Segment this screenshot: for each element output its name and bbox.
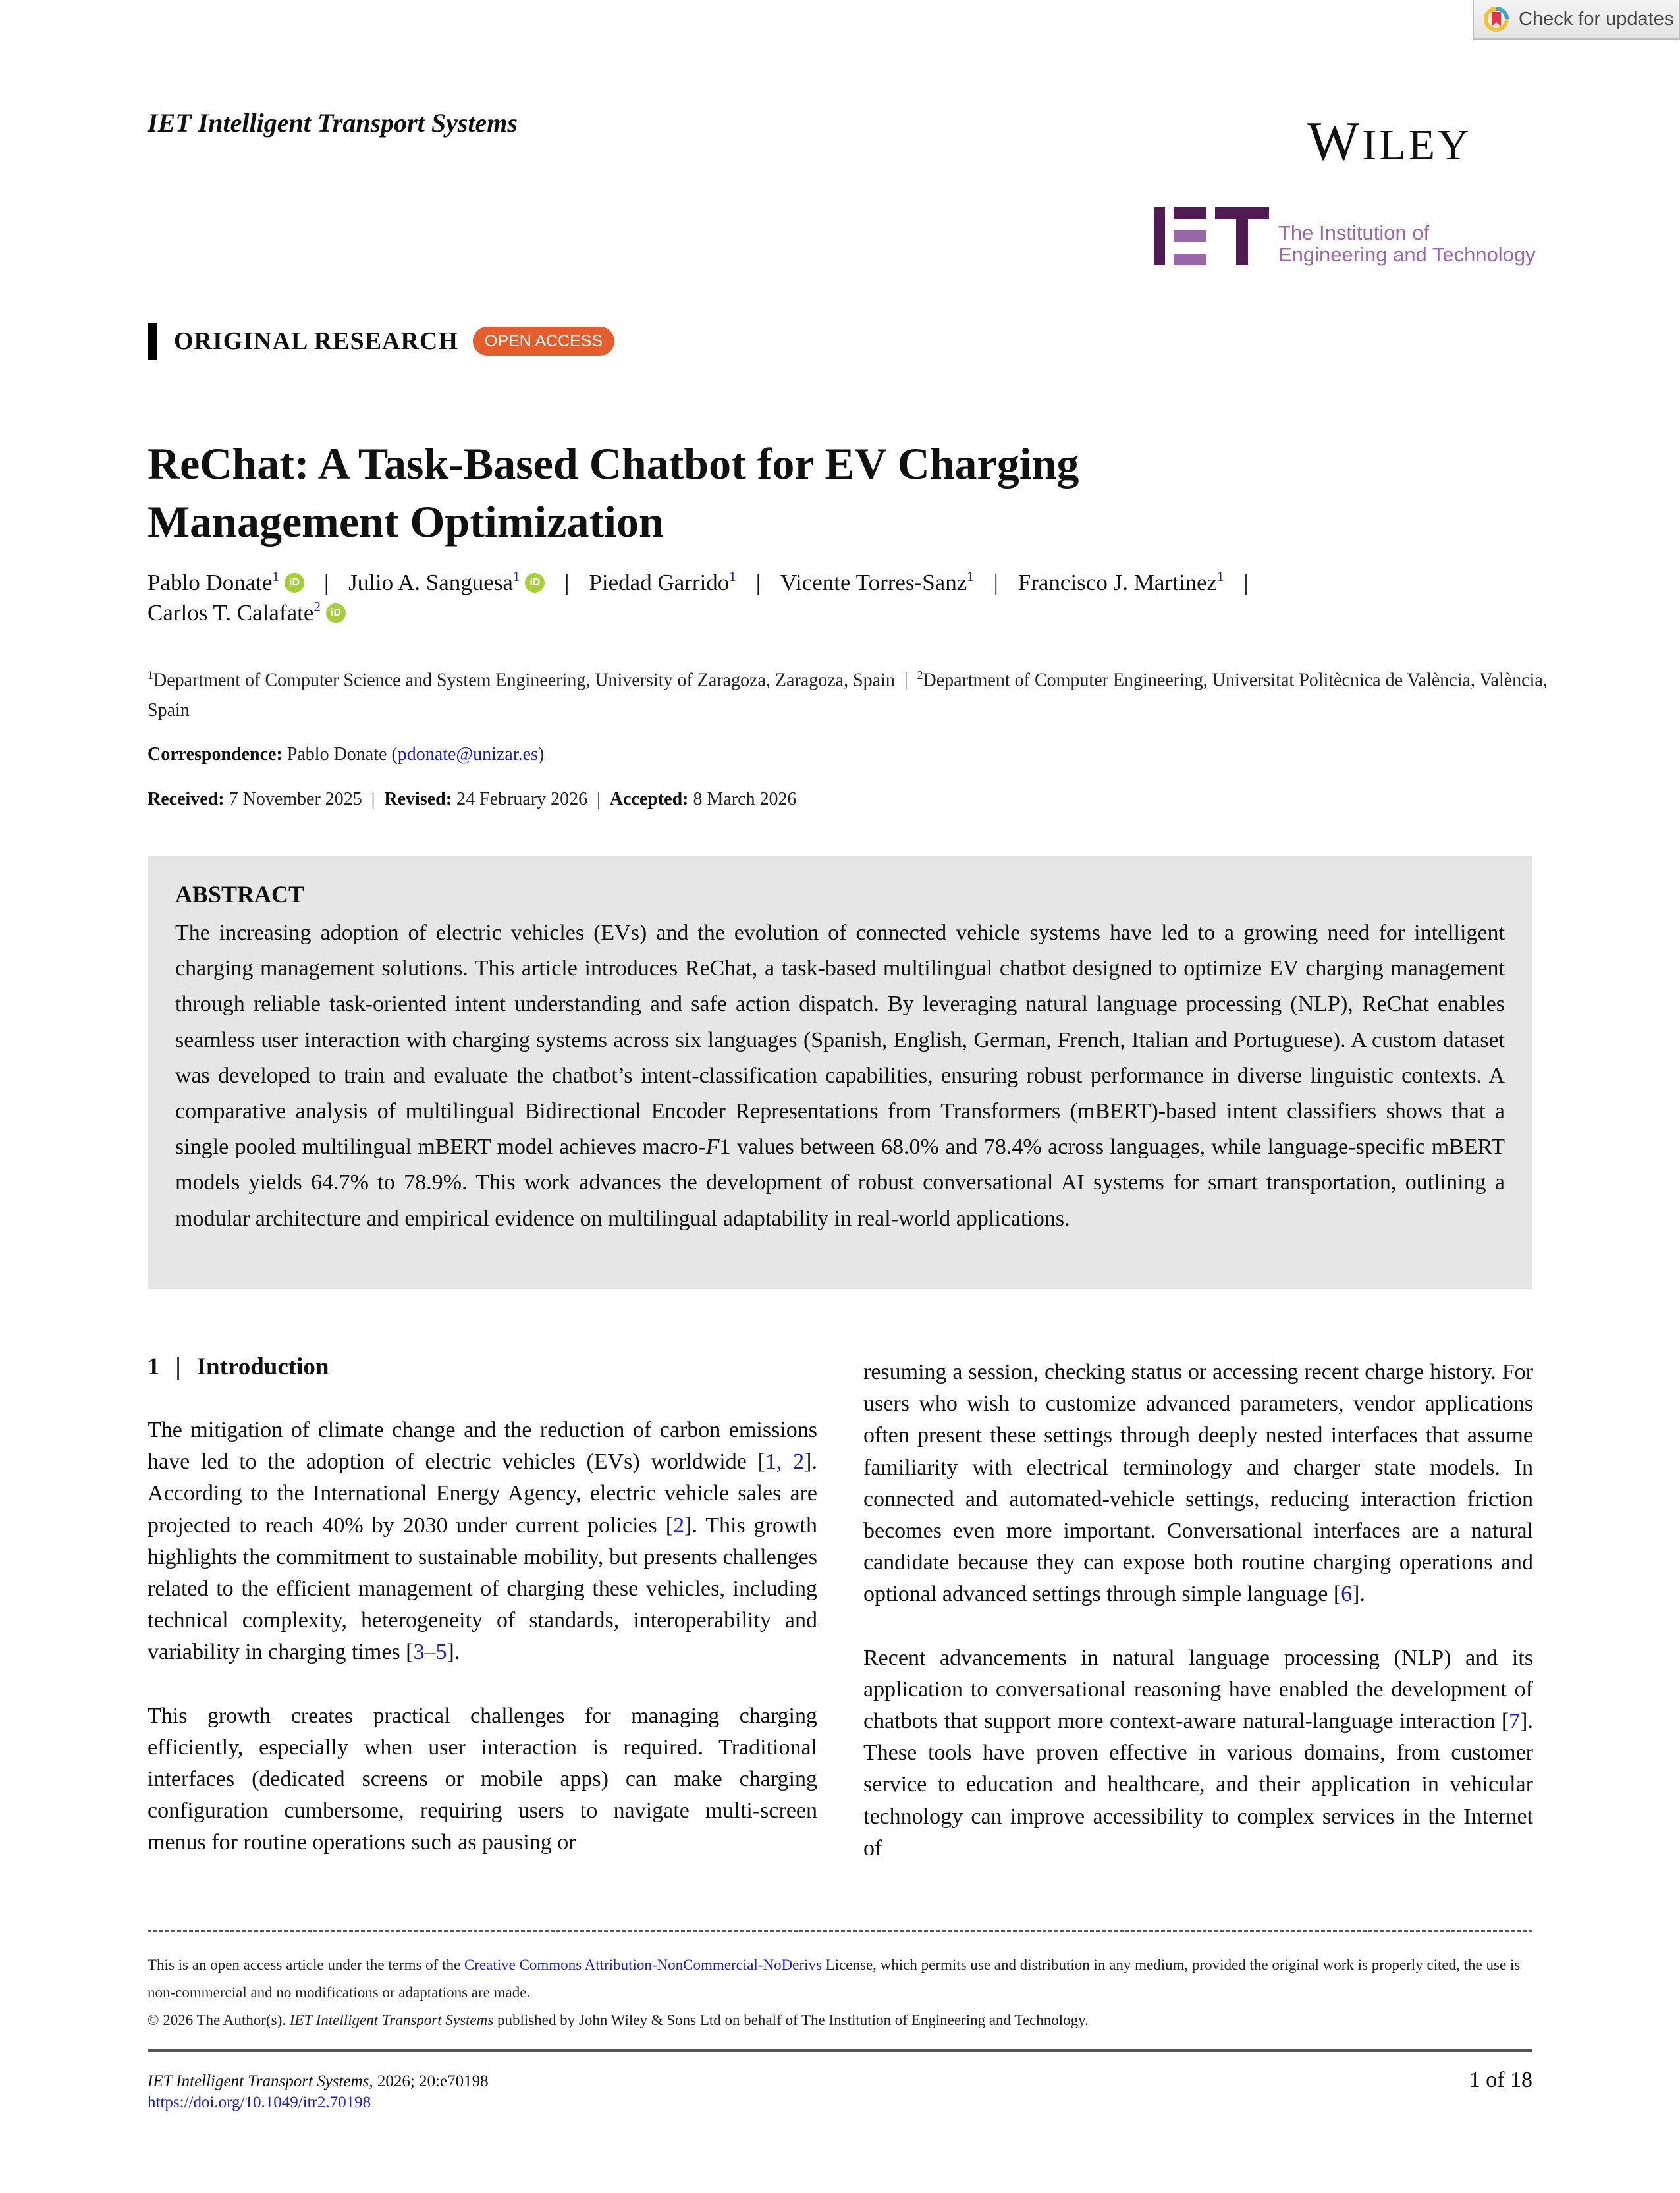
paragraph: Recent advancements in natural language processing (NLP) and its application to conversational reasoning have enabled the development of chatbots that support more context-aware natural-language interaction [7]. These tools have proven effective in various domains, from customer service to education and healthcare, and their application in vehicular technology can improve accessibility to complex services in the Internet of (863, 1645, 1533, 1860)
paragraph: resuming a session, checking status or accessing recent charge history. For users who wish to customize advanced parameters, vendor applications often present these settings through deeply nested interfaces that assume familiarity with electrical terminology and charger state models. In connected and automated-vehicle settings, reducing interaction friction becomes even more important. Conversational interfaces are a natural candidate because they can expose both routine charging operations and optional advanced settings through simple language [6]. (863, 1360, 1533, 1607)
paragraph: The mitigation of climate change and the reduction of carbon emissions have led to the adoption of electric vehicles (EVs) worldwide [1, 2]. According to the International Energy Agency, electric vehicle sales are projected to reach 40% by 2030 under current policies [2]. This growth highlights the commitment to sustainable mobility, but presents challenges related to the efficient management of charging these vehicles, including technical complexity, heterogeneity of standards, interoperability and variability in charging times [3–5]. (148, 1418, 817, 1665)
check-for-updates-button[interactable] (1473, 0, 1680, 40)
iet-logo (1154, 207, 1536, 267)
author[interactable]: Carlos T. Calafate $^2$ iD (148, 598, 346, 628)
open-access-badge: OPEN ACCESS (473, 327, 614, 356)
article-dates: Received: 7 November 2025 | Revised: 24 February 2026 | Accepted: 8 March 2026 (148, 789, 797, 809)
orcid-icon[interactable]: iD (525, 573, 545, 593)
citation-link[interactable]: 2 (673, 1513, 685, 1538)
citation-footer: IET Intelligent Transport Systems, 2026; 20:e70198 https://doi.org/10.1049/itr2.70198 (148, 2072, 489, 2111)
abstract-heading: ABSTRACT (175, 881, 305, 907)
wiley-logo: WILEY (1307, 111, 1472, 172)
citation-link[interactable]: 6 (1341, 1582, 1353, 1607)
affiliations: $^1$Department of Computer Science and System Engineering, University of Zaragoza, Zaragoza, Spain | $^2$Department of Computer Engineering, Universitat Politècnica de València, València, Spain (148, 668, 1548, 721)
iet-society-name: The Institution of Engineering and Technology (1278, 221, 1536, 266)
journal-title: IET Intelligent Transport Systems (148, 108, 518, 138)
email-link[interactable]: pdonate@unizar.es (397, 744, 538, 765)
bookmark-crossmark-icon (1483, 6, 1509, 32)
body-column-left (148, 1351, 817, 1891)
author-list: Pablo Donate $^1$ iD | Julio A. Sanguesa $^1$ iD | Piedad Garrido $^1$ | Vicente Torres-Sanz $^1$ | Francisco J. Martinez $^1$ | Carlos T. Calafate $^2$ iD (148, 568, 1563, 628)
page-number: 1 of 18 (1469, 2068, 1532, 2092)
author[interactable]: Francisco J. Martinez $^1$ (1017, 568, 1224, 595)
citation-link[interactable]: 1, 2 (765, 1449, 805, 1475)
author[interactable]: Piedad Garrido $^1$ (589, 568, 736, 595)
type-bar (148, 323, 157, 360)
orcid-icon[interactable]: iD (285, 573, 304, 593)
iet-mark-icon (1154, 207, 1269, 267)
section-heading: 1 | Introduction (148, 1353, 329, 1380)
correspondence: Correspondence: Pablo Donate (pdonate@unizar.es) (148, 744, 545, 765)
paper-title: ReChat: A Task-Based Chatbot for EV Charging Management Optimization (148, 439, 1079, 547)
paragraph: This growth creates practical challenges for managing charging efficiently, especially when user interaction is required. Traditional interfaces (dedicated screens or mobile apps) can make charging configuration cumbersome, requiring users to navigate multi-screen menus for routine operations such as pausing or (148, 1703, 817, 1855)
orcid-icon[interactable]: iD (326, 603, 346, 623)
license-text: This is an open access article under the terms of the Creative Commons Attribution-NonCommercial-NoDerivs License, which permits use and distribution in any medium, provided the original work is properly cited, the use is non-commercial and no modifications or adaptations are made. © 2026 The Author(s). IET Intelligent Transport Systems published by John Wiley & Sons Ltd on behalf of The Institution of Engineering and Technology. (148, 1957, 1521, 2028)
citation-link[interactable]: 3–5 (413, 1640, 447, 1665)
doi-link[interactable]: https://doi.org/10.1049/itr2.70198 (148, 2094, 371, 2111)
abstract-text: The increasing adoption of electric vehicles (EVs) and the evolution of connected vehicle systems have led to a growing need for intelligent charging management solutions. This article introduces ReChat, a task-based multilingual chatbot designed to optimize EV charging management through reliable task-oriented intent understanding and safe action dispatch. By leveraging natural language processing (NLP), ReChat enables seamless user interaction with charging systems across six languages (Spanish, English, German, French, Italian and Portuguese). A custom dataset was developed to train and evaluate the chatbot’s intent-classification capabilities, ensuring robust performance in diverse linguistic contexts. A comparative analysis of multilingual Bidirectional Encoder Representations from Transformers (mBERT)-based intent classifiers shows that a single pooled multilingual mBERT model achieves macro-F1 values between 68.0% and 78.4% across languages, while language-specific mBERT models yields 64.7% to 78.9%. This work advances the development of robust conversational AI systems for smart transportation, outlining a modular architecture and empirical evidence on multilingual adaptability in real-world applications. (175, 921, 1505, 1231)
citation-link[interactable]: 7 (1509, 1709, 1521, 1734)
footer-divider (148, 2049, 1532, 2052)
author[interactable]: Vicente Torres-Sanz $^1$ (780, 568, 974, 595)
author[interactable]: Julio A. Sanguesa $^1$ iD (348, 568, 545, 598)
license-link[interactable]: Creative Commons Attribution-NonCommercial-NoDerivs (464, 1957, 822, 1973)
dashed-divider (148, 1930, 1532, 1932)
check-for-updates-label: Check for updates (1519, 8, 1674, 30)
abstract-box (148, 856, 1532, 1289)
author[interactable]: Pablo Donate $^1$ iD (148, 568, 304, 598)
article-type-label: ORIGINAL RESEARCH (174, 327, 458, 355)
article-type (148, 323, 614, 360)
body-column-right (863, 1357, 1533, 1896)
